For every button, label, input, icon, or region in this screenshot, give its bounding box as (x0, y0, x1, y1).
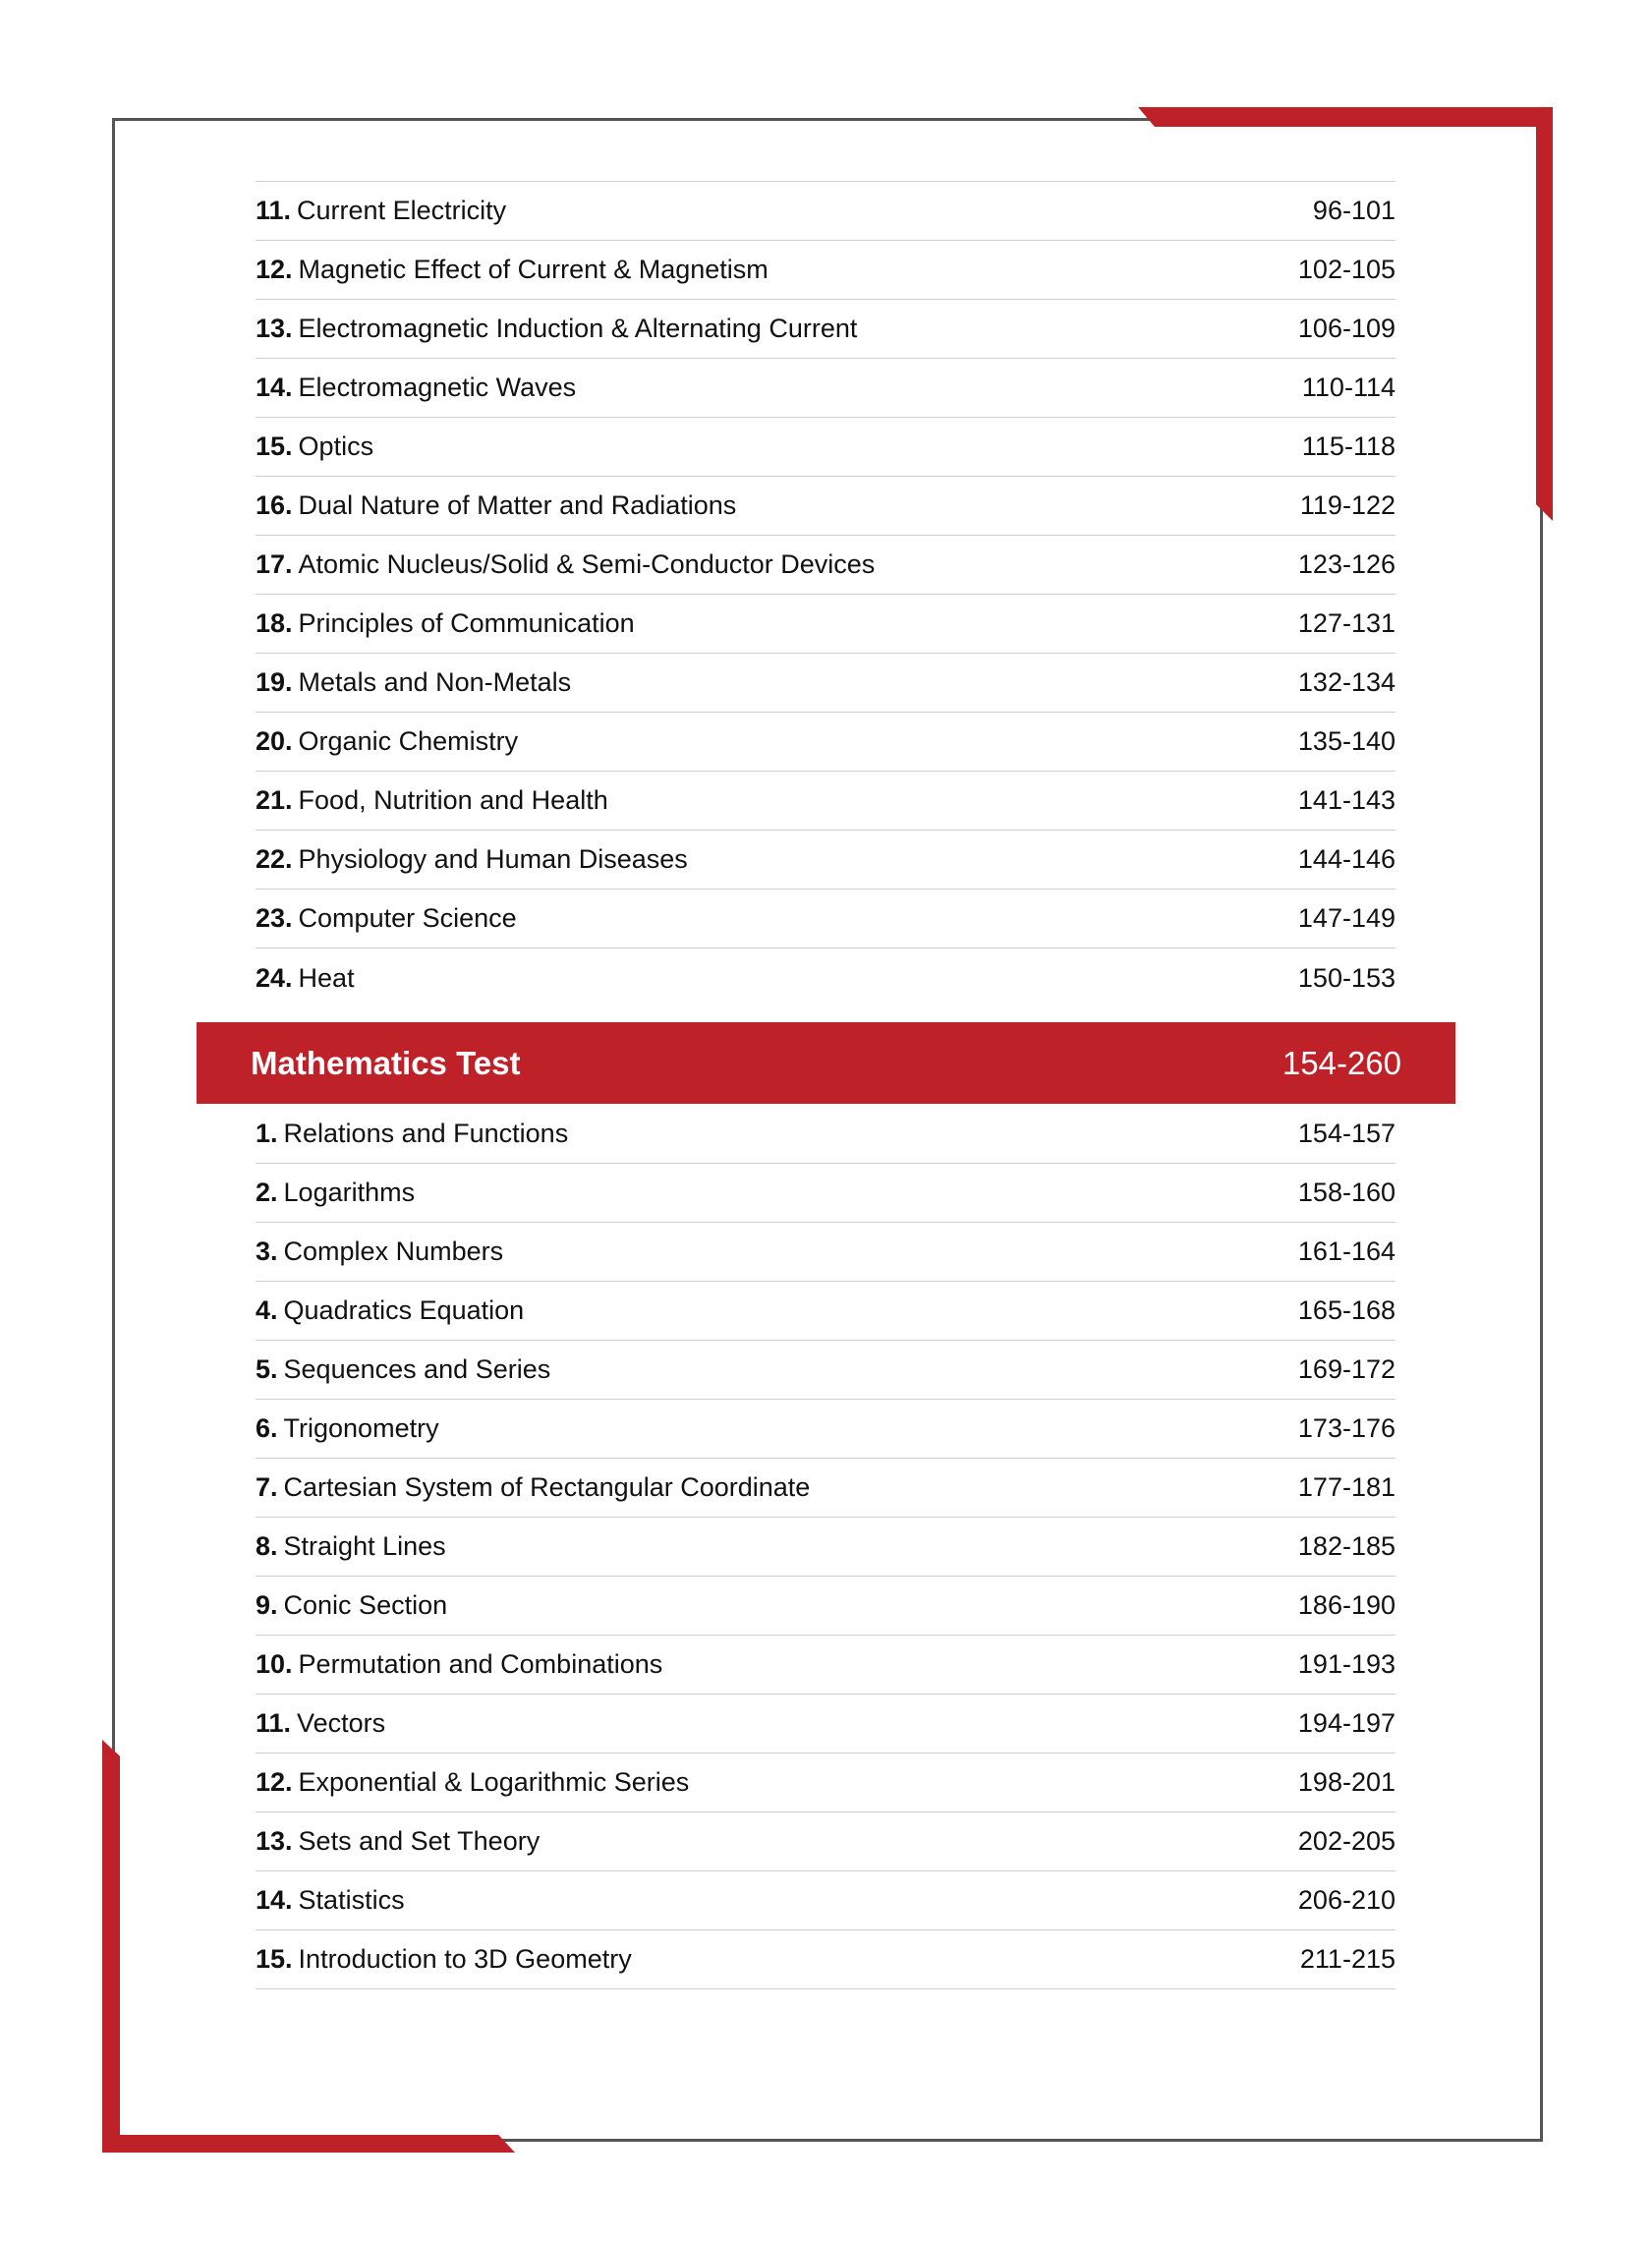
toc-row-label: Food, Nutrition and Health (298, 785, 608, 815)
toc-row-pages: 206-210 (1297, 1885, 1396, 1915)
corner-accent-bottom-left-vertical (102, 1740, 120, 2153)
toc-row[interactable] (256, 1636, 1396, 1695)
toc-row-title (256, 785, 608, 816)
toc-row-number: 6. (256, 1413, 278, 1443)
toc-row[interactable] (256, 1341, 1396, 1400)
toc-row-title (256, 255, 769, 285)
toc-row-pages: 150-153 (1297, 962, 1396, 993)
toc-row[interactable] (256, 1871, 1396, 1930)
toc-row-pages: 127-131 (1297, 608, 1396, 638)
toc-row-number: 23. (256, 903, 293, 933)
toc-row-pages: 135-140 (1297, 726, 1396, 756)
toc-row-label: Vectors (297, 1708, 386, 1738)
toc-row-label: Electromagnetic Induction & Alternating Current (298, 314, 858, 343)
toc-row-label: Organic Chemistry (298, 726, 519, 756)
toc-row-number: 11. (256, 196, 292, 225)
toc-row-title (256, 1649, 662, 1680)
toc-row-title (256, 903, 517, 934)
toc-row-number: 7. (256, 1472, 278, 1502)
toc-row-pages: 198-201 (1297, 1767, 1396, 1797)
toc-row-title (256, 726, 518, 757)
toc-row-label: Straight Lines (283, 1531, 446, 1561)
toc-row-label: Exponential & Logarithmic Series (298, 1767, 690, 1797)
toc-row[interactable] (256, 1812, 1396, 1871)
toc-row-label: Current Electricity (297, 196, 507, 225)
toc-row-label: Logarithms (283, 1178, 416, 1207)
toc-row-label: Physiology and Human Diseases (298, 844, 688, 874)
toc-row-pages: 177-181 (1297, 1472, 1396, 1502)
toc-row-number: 1. (256, 1119, 278, 1148)
toc-row-number: 16. (256, 490, 293, 520)
toc-row-number: 15. (256, 1944, 293, 1974)
toc-row-pages: 182-185 (1297, 1531, 1396, 1561)
toc-row-title (256, 1413, 439, 1444)
toc-row[interactable] (256, 1164, 1396, 1223)
toc-row-number: 22. (256, 844, 293, 874)
toc-row[interactable] (256, 1282, 1396, 1341)
toc-row-label: Permutation and Combinations (298, 1649, 663, 1679)
toc-row-pages: 110-114 (1301, 373, 1396, 402)
toc-row-title (256, 608, 635, 639)
toc-row-title (256, 1236, 503, 1267)
toc-row-label: Sets and Set Theory (298, 1826, 541, 1856)
section-pages: 154-260 (1282, 1044, 1401, 1081)
toc-row-number: 18. (256, 608, 293, 638)
toc-row[interactable] (256, 595, 1396, 654)
toc-row[interactable] (256, 1400, 1396, 1459)
toc-row-title (256, 373, 576, 403)
toc-row-title (256, 844, 688, 875)
toc-row-title (256, 1119, 568, 1149)
toc-row[interactable] (256, 182, 1396, 241)
toc-row-number: 19. (256, 667, 293, 697)
toc-row-pages: 96-101 (1312, 196, 1396, 225)
toc-row[interactable] (256, 300, 1396, 359)
toc-row-pages: 102-105 (1297, 255, 1396, 284)
toc-row-label: Dual Nature of Matter and Radiations (298, 490, 737, 520)
toc-row-pages: 161-164 (1297, 1236, 1396, 1266)
toc-row-pages: 154-157 (1297, 1119, 1396, 1148)
toc-row-number: 4. (256, 1295, 278, 1325)
toc-row-label: Trigonometry (283, 1413, 439, 1443)
toc-row[interactable] (256, 1105, 1396, 1164)
corner-accent-top-right-horizontal (1138, 107, 1553, 127)
toc-row-number: 24. (256, 962, 293, 993)
toc-row-title (256, 1178, 415, 1208)
toc-row-label: Electromagnetic Waves (298, 373, 577, 402)
toc-row[interactable] (256, 713, 1396, 772)
toc-row[interactable] (256, 949, 1396, 1007)
toc-row[interactable] (256, 418, 1396, 477)
toc-row-number: 12. (256, 255, 293, 284)
toc-row-title (256, 490, 736, 521)
toc-row-label: Relations and Functions (283, 1119, 569, 1148)
toc-row-label: Principles of Communication (298, 608, 635, 638)
toc-row-title (256, 1590, 447, 1621)
corner-accent-bottom-left-horizontal (102, 2135, 515, 2153)
toc-row-title (256, 1885, 405, 1916)
toc-row-number: 14. (256, 373, 293, 402)
toc-row[interactable] (256, 1223, 1396, 1282)
toc-row[interactable] (256, 890, 1396, 949)
toc-row-pages: 194-197 (1297, 1708, 1396, 1738)
toc-row-number: 3. (256, 1236, 278, 1266)
toc-row-pages: 132-134 (1297, 667, 1396, 697)
toc-row-label: Magnetic Effect of Current & Magnetism (298, 255, 769, 284)
toc-row-number: 21. (256, 785, 293, 815)
toc-row[interactable] (256, 359, 1396, 418)
toc-row-title (256, 549, 875, 580)
toc-row[interactable] (256, 477, 1396, 536)
toc-row-title (256, 1295, 524, 1326)
toc-row-title (256, 314, 857, 344)
toc-row-number: 10. (256, 1649, 293, 1679)
toc-row-title (256, 1531, 446, 1562)
toc-row-label: Metals and Non-Metals (298, 667, 572, 697)
toc-row-title (256, 1472, 810, 1503)
toc-row-pages: 147-149 (1297, 903, 1396, 933)
toc-row-number: 20. (256, 726, 293, 756)
corner-accent-top-right-vertical (1536, 107, 1553, 521)
toc-row[interactable] (256, 654, 1396, 713)
toc-row-title (256, 1826, 540, 1857)
toc-row-number: 17. (256, 549, 293, 579)
toc-row[interactable] (256, 1930, 1396, 1989)
toc-row-label: Heat (298, 962, 355, 993)
section-title: Mathematics Test (251, 1044, 521, 1081)
toc-row-title (256, 1708, 385, 1739)
toc-list-physics-chemistry (256, 181, 1396, 1007)
toc-row[interactable] (256, 831, 1396, 890)
toc-row-pages: 211-215 (1299, 1944, 1396, 1974)
toc-row-label: Computer Science (298, 903, 517, 933)
toc-row[interactable] (256, 241, 1396, 300)
toc-row-label: Statistics (298, 1885, 405, 1915)
toc-row-pages: 119-122 (1299, 490, 1396, 520)
toc-row-title (256, 963, 355, 994)
toc-row-title (256, 667, 571, 698)
toc-row-number: 12. (256, 1767, 293, 1797)
toc-row-label: Optics (298, 431, 374, 461)
toc-row-pages: 106-109 (1297, 314, 1396, 343)
section-header-mathematics[interactable] (197, 1022, 1455, 1104)
toc-row-title (256, 1354, 550, 1385)
toc-row-pages: 169-172 (1297, 1354, 1396, 1384)
toc-row[interactable] (256, 1577, 1396, 1636)
toc-row-pages: 202-205 (1297, 1826, 1396, 1856)
toc-row[interactable] (256, 1753, 1396, 1812)
toc-row-label: Atomic Nucleus/Solid & Semi-Conductor Devices (298, 549, 876, 579)
toc-row-title (256, 431, 373, 462)
toc-row-number: 11. (256, 1708, 292, 1738)
toc-row-label: Cartesian System of Rectangular Coordinate (283, 1472, 811, 1502)
toc-row-pages: 173-176 (1297, 1413, 1396, 1443)
toc-row-number: 5. (256, 1354, 278, 1384)
toc-row-number: 14. (256, 1885, 293, 1915)
toc-row-pages: 186-190 (1297, 1590, 1396, 1620)
toc-row-number: 15. (256, 431, 293, 461)
toc-row-title (256, 1944, 632, 1975)
toc-row-number: 13. (256, 1826, 293, 1856)
toc-row-number: 2. (256, 1178, 278, 1207)
toc-row-pages: 165-168 (1297, 1295, 1396, 1325)
toc-row-label: Introduction to 3D Geometry (298, 1944, 632, 1974)
toc-row[interactable] (256, 772, 1396, 831)
toc-row-pages: 123-126 (1297, 549, 1396, 579)
toc-row-pages: 115-118 (1301, 431, 1396, 461)
toc-row-pages: 144-146 (1297, 844, 1396, 874)
toc-row-pages: 158-160 (1297, 1178, 1396, 1207)
toc-row-label: Quadratics Equation (283, 1295, 525, 1325)
toc-row-pages: 141-143 (1297, 785, 1396, 815)
toc-row-label: Sequences and Series (283, 1354, 551, 1384)
toc-row-label: Conic Section (283, 1590, 448, 1620)
toc-row-number: 13. (256, 314, 293, 343)
toc-row[interactable] (256, 1518, 1396, 1577)
toc-row[interactable] (256, 1459, 1396, 1518)
toc-list-mathematics (256, 1105, 1396, 1989)
toc-row-label: Complex Numbers (283, 1236, 504, 1266)
toc-row[interactable] (256, 1695, 1396, 1753)
toc-row-title (256, 196, 506, 226)
toc-row-number: 9. (256, 1590, 278, 1620)
toc-row-number: 8. (256, 1531, 278, 1561)
toc-row-pages: 191-193 (1297, 1649, 1396, 1679)
toc-row-title (256, 1767, 689, 1798)
toc-row[interactable] (256, 536, 1396, 595)
